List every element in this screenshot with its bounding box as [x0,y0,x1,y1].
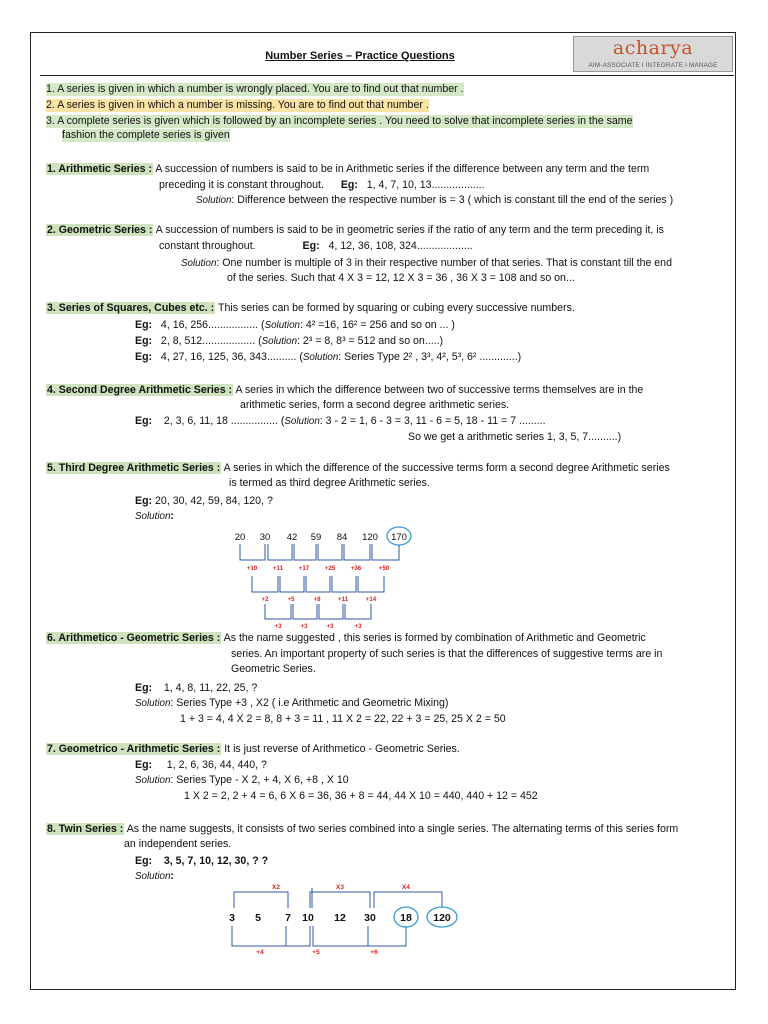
diagram-term: 59 [310,532,322,543]
definition-text: As the name suggested , this series is formed by combination of Arithmetic and Geometric [223,632,646,644]
definition-text: This series can be formed by squaring or cubing every successive numbers. [217,302,575,314]
example-values: 4, 27, 16, 125, 36, 343.......... ( [160,351,303,363]
section-label: 4. Second Degree Arithmetic Series : [47,384,233,396]
solution-label: Solution [264,320,300,331]
section-second-degree-def [46,384,643,397]
solution-colon: : [170,870,174,882]
example-label: Eg: [135,319,153,331]
section-geometric-solution [181,257,672,270]
twin-bottom-op: +6 [370,949,378,956]
first-difference: +10 [246,565,258,572]
logo-word: acharya [612,37,694,59]
twin-term: 10 [302,912,314,924]
section-third-degree-def-cont: is termed as third degree Arithmetic series. [229,477,430,489]
first-difference: +25 [324,565,336,572]
first-difference: +36 [350,565,362,572]
second-difference: +5 [287,596,295,603]
diagram-term: 120 [362,532,378,543]
section-twin-solution [135,870,174,883]
twin-term: 12 [334,912,346,924]
twin-answer-term: 18 [400,912,412,924]
solution-label: Solution [284,416,320,427]
header-rule [40,75,734,76]
section-arith-geo-eg [135,682,257,695]
section-third-degree-solution [135,510,174,523]
example-values: 2, 3, 6, 11, 18 ................ ( [163,415,285,427]
twin-term: 5 [255,912,261,924]
section-twin-def-cont: an independent series. [124,838,232,850]
solution-text: : Difference between the respective number is = 3 ( which is constant till the end of the series ) [231,194,674,206]
section-geometric-def [46,224,664,237]
section-geo-arith-solution [135,774,349,787]
section-label: 6. Arithmetico - Geometric Series : [47,632,221,644]
solution-label: Solution [135,698,171,709]
section-third-degree-eg [135,495,273,508]
twin-term: 30 [364,912,376,924]
second-difference: +14 [365,596,377,603]
section-label: 5. Third Degree Arithmetic Series : [47,462,221,474]
section-arithmetic-eg [159,179,485,192]
first-difference: +50 [378,565,390,572]
solution-label: Solution [135,775,171,786]
definition-text: A succession of numbers is said to be in Arithmetic series if the difference between any term and the term [155,163,650,175]
section-geometric-eg [159,240,473,253]
section-label: 3. Series of Squares, Cubes etc. : [47,302,215,314]
solution-text: : Series Type 2² , 3³, 4², 5³, 6² .............) [338,351,522,363]
solution-text: : Series Type - X 2, + 4, X 6, +8 , X 10 [170,774,349,786]
solution-text: : Series Type +3 , X2 ( i.e Arithmetic and Geometric Mixing) [170,697,449,709]
third-difference: +3 [354,623,362,630]
section-geometric-solution-cont: of the series. Such that 4 X 3 = 12, 12 X 3 = 36 , 36 X 3 = 108 and so on... [227,272,575,284]
solution-label: Solution [135,511,171,522]
diagram-answer-term: 170 [391,532,407,543]
example-label: Eg: [135,682,153,694]
diagram-term: 84 [336,532,348,543]
definition-text: preceding it is constant throughout. [159,179,324,191]
example-values: 3, 5, 7, 10, 12, 30, ? ? [163,855,269,867]
section-arith-geo-solution [135,697,448,710]
section-arith-geo-def-cont2: Geometric Series. [231,663,316,675]
intro-item-3: 3. A complete series is given which is followed by an incomplete series . You need to solve that incomplete series in the same [46,115,633,127]
example-values: 1, 2, 6, 36, 44, 440, ? [166,759,267,771]
example-label: Eg: [135,759,153,771]
definition-text: As the name suggests, it consists of two series combined into a single series. The alternating terms of this series form [126,823,679,835]
intro-item-1: 1. A series is given in which a number is wrongly placed. You are to find out that number . [46,83,464,95]
section-squares-eg-1 [135,319,455,332]
solution-colon: : [170,510,174,522]
example-values: 4, 12, 36, 108, 324................... [328,240,473,252]
section-label: 7. Geometrico - Arithmetic Series : [47,743,221,755]
section-arithmetic-solution [196,194,673,207]
solution-label: Solution [302,352,339,363]
intro-item-3-cont: fashion the complete series is given [62,129,230,141]
page-title: Number Series – Practice Questions [265,50,455,62]
example-values: 1, 4, 7, 10, 13.................. [366,179,485,191]
third-degree-diagram [228,524,428,630]
twin-series-diagram [220,878,470,958]
definition-text: A series in which the difference between two of successive terms themselves are in the [235,384,644,396]
section-arith-geo-def-cont: series. An important property of such series is that the differences of suggestive terms are in [231,648,663,660]
twin-answer-term: 120 [433,912,451,924]
twin-top-op: X4 [402,884,410,891]
example-label: Eg: [135,415,153,427]
third-difference: +3 [274,623,282,630]
section-twin-def [46,823,678,836]
example-values: 20, 30, 42, 59, 84, 120, ? [155,495,273,507]
first-difference: +17 [298,565,310,572]
section-twin-eg [135,855,268,868]
example-values: 4, 16, 256................. ( [160,319,265,331]
section-label: 2. Geometric Series : [47,224,153,236]
solution-text: : 3 - 2 = 1, 6 - 3 = 3, 11 - 6 = 5, 18 - 11 = 7 ......... [319,415,546,427]
example-values: 1, 4, 8, 11, 22, 25, ? [163,682,258,694]
definition-text: It is just reverse of Arithmetico - Geometric Series. [224,743,460,755]
definition-text: constant throughout. [159,240,256,252]
third-difference: +3 [326,623,334,630]
section-geo-arith-def [46,743,460,756]
solution-label: Solution [181,258,217,269]
section-squares-def [46,302,575,315]
section-arithmetic-def [46,163,649,176]
section-geo-arith-eg [135,759,267,772]
diagram-term: 42 [286,532,298,543]
solution-text: : 4² =16, 16² = 256 and so on ... ) [299,319,455,331]
example-label: Eg: [135,495,153,507]
first-difference: +11 [272,565,284,572]
solution-label: Solution [261,336,298,347]
section-second-degree-eg [135,415,546,428]
example-values: 2, 8, 512.................. ( [160,335,262,347]
twin-term: 7 [285,912,291,924]
solution-text: : 2³ = 8, 8³ = 512 and so on.....) [297,335,444,347]
second-difference: +8 [313,596,321,603]
solution-label: Solution [196,195,232,206]
second-difference: +2 [261,596,269,603]
section-squares-eg-3 [135,351,521,364]
definition-text: A succession of numbers is said to be in geometric series if the ratio of any term and the term preceding it, is [155,224,664,236]
section-third-degree-def [46,462,670,475]
example-label: Eg: [135,335,153,347]
example-label: Eg: [340,179,358,191]
twin-top-op: X3 [336,884,344,891]
twin-bottom-op: +5 [312,949,320,956]
section-arith-geo-def [46,632,646,645]
twin-term: 3 [229,912,235,924]
example-label: Eg: [302,240,320,252]
section-second-degree-conclusion: So we get a arithmetic series 1, 3, 5, 7..........) [408,431,622,443]
third-difference: +3 [300,623,308,630]
logo-tagline: AIM-ASSOCIATE I INTEGRATE I MANAGE [588,62,718,69]
example-label: Eg: [135,855,153,867]
diagram-term: 30 [259,532,271,543]
solution-text: : One number is multiple of 3 in their respective number of that series. That is constant till the end [216,257,672,269]
solution-label: Solution [135,871,171,882]
example-label: Eg: [135,351,153,363]
section-geo-arith-calc: 1 X 2 = 2, 2 + 4 = 6, 6 X 6 = 36, 36 + 8 = 44, 44 X 10 = 440, 440 + 12 = 452 [184,790,538,802]
section-second-degree-def-cont: arithmetic series, form a second degree arithmetic series. [240,399,510,411]
section-label: 1. Arithmetic Series : [47,163,152,175]
diagram-term: 20 [234,532,246,543]
section-arith-geo-calc: 1 + 3 = 4, 4 X 2 = 8, 8 + 3 = 11 , 11 X 2 = 22, 22 + 3 = 25, 25 X 2 = 50 [180,713,506,725]
twin-bottom-op: +4 [256,949,264,956]
section-squares-eg-2 [135,335,443,348]
definition-text: A series in which the difference of the successive terms form a second degree Arithmetic series [223,462,670,474]
section-label: 8. Twin Series : [47,823,124,835]
second-difference: +11 [337,596,349,603]
twin-top-op: X2 [272,884,280,891]
intro-item-2: 2. A series is given in which a number is missing. You are to find out that number . [46,99,429,111]
acharya-logo [573,36,733,72]
